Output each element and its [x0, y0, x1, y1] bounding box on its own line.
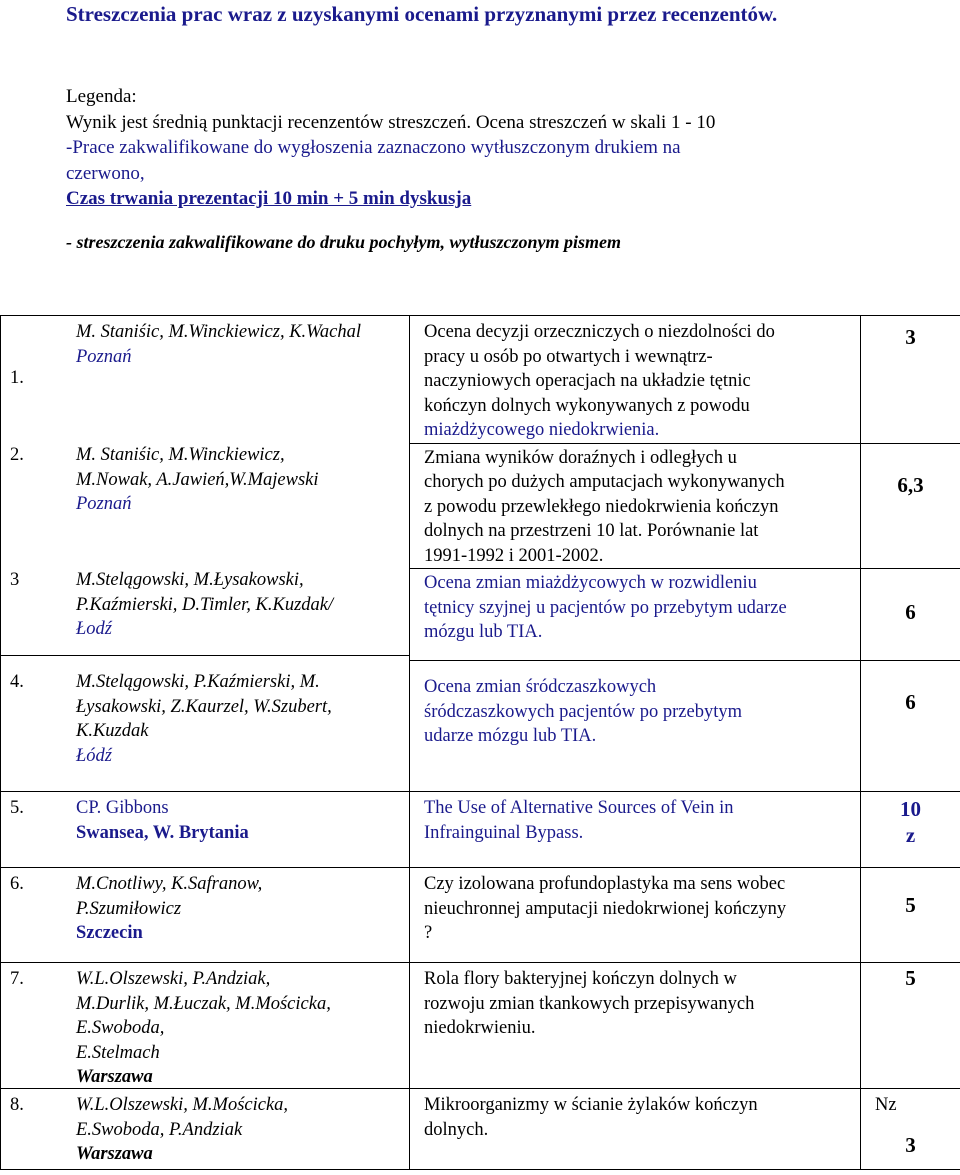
row-city: Poznań [76, 346, 132, 367]
author-line: W.L.Olszewski, P.Andziak, [76, 969, 271, 989]
row-score: 3 [905, 1132, 916, 1157]
row-authors-cell [1, 1089, 410, 1170]
author-line: K.Kuzdak [76, 721, 149, 741]
title-line: naczyniowych operacjach na układzie tętnic [424, 371, 751, 391]
title-line: Infrainguinal Bypass. [424, 822, 584, 843]
title-line: rozwoju zmian tkankowych przepisywanych [424, 993, 755, 1014]
row-title [410, 792, 861, 868]
title-line: udarze mózgu lub TIA. [424, 726, 597, 746]
author-line: E.Swoboda, P.Andziak [76, 1119, 243, 1140]
authors-block-1-4 [1, 316, 410, 792]
title-line: miażdżycowego niedokrwienia. [424, 420, 660, 440]
row-city: Łódź [76, 745, 112, 766]
author-line: P.Szumiłowicz [76, 898, 182, 919]
legend-line-3: czerwono, [66, 162, 145, 184]
title-line: dolnych na przestrzeni 10 lat. Porównanie lat [424, 521, 759, 541]
row-authors [76, 967, 406, 1090]
row-authors [76, 1093, 406, 1167]
author-line: M. Staniśic, M.Winckiewicz, [76, 445, 285, 465]
row-number: 2. [10, 445, 24, 465]
title-line: pracy u osób po otwartych i wewnątrz- [424, 346, 713, 367]
title-line: niedokrwieniu. [424, 1018, 536, 1038]
title-line: kończyn dolnych wykonywanych z powodu [424, 395, 750, 416]
row-authors-cell [1, 792, 410, 868]
title-line: Ocena decyzji orzeczniczych o niezdolności do [424, 322, 775, 342]
legend-line-2: -Prace zakwalifikowane do wygłoszenia zaznaczono wytłuszczonym drukiem na [66, 137, 681, 158]
row-score: 6 [861, 661, 960, 792]
author-line: P.Kaźmierski, D.Timler, K.Kuzdak/ [76, 594, 334, 615]
author-line: E.Stelmach [76, 1042, 160, 1063]
row-number: 3 [10, 570, 20, 590]
table-row [1, 963, 960, 1089]
row-score: 5 [861, 963, 960, 1089]
title-line: Ocena zmian miażdżycowych w rozwidleniu [424, 573, 757, 593]
row-divider [1, 655, 409, 656]
row-city: Łodź [76, 619, 112, 639]
title-line: Czy izolowana profundoplastyka ma sens wobec [424, 874, 786, 894]
row-number: 1. [10, 368, 24, 388]
author-line: M. Staniśic, M.Winckiewicz, K.Wachal [76, 322, 361, 342]
row-title [410, 963, 861, 1089]
row-title [410, 868, 861, 963]
title-line: Rola flory bakteryjnej kończyn dolnych w [424, 969, 737, 989]
score-prefix: Nz [875, 1095, 897, 1115]
title-line: z powodu przewlekłego niedokrwienia kończyn [424, 496, 779, 517]
row-authors [76, 443, 406, 517]
author-line: W.L.Olszewski, M.Mościcka, [76, 1095, 289, 1115]
title-line: Zmiana wyników doraźnych i odległych u [424, 447, 737, 468]
title-line: tętnicy szyjnej u pacjentów po przebytym udarze [424, 597, 787, 618]
title-line: 1991-1992 i 2001-2002. [424, 545, 604, 566]
row-score-cell [861, 1089, 960, 1170]
row-score: 10 z [861, 792, 960, 868]
title-line: mózgu lub TIA. [424, 622, 543, 642]
row-authors [76, 872, 406, 946]
table-row [1, 868, 960, 963]
title-line: Ocena zmian śródczaszkowych [424, 677, 657, 697]
row-authors [76, 796, 406, 845]
title-line: ? [424, 923, 433, 943]
author-line: M.Cnotliwy, K.Safranow, [76, 874, 263, 894]
row-number: 8. [10, 1095, 24, 1115]
author-line: M.Nowak, A.Jawień,W.Majewski [76, 469, 319, 490]
row-number: 5. [10, 798, 24, 818]
row-authors [76, 670, 406, 768]
row-title [410, 569, 861, 661]
legend-label: Legenda: [66, 86, 137, 107]
row-city: Swansea, W. Brytania [76, 822, 249, 843]
title-line: The Use of Alternative Sources of Vein in [424, 798, 734, 818]
legend-line-4: Czas trwania prezentacji 10 min + 5 min dyskusja [66, 188, 472, 209]
title-line: śródczaszkowych pacjentów po przebytym [424, 701, 742, 722]
legend-note: - streszczenia zakwalifikowane do druku pochyłym, wytłuszczonym pismem [66, 232, 622, 252]
title-line: dolnych. [424, 1119, 489, 1140]
row-authors-cell [1, 868, 410, 963]
row-authors-cell [1, 963, 410, 1089]
row-city: Warszawa [76, 1067, 153, 1087]
row-number: 4. [10, 672, 24, 692]
author-line: CP. Gibbons [76, 798, 169, 818]
table-row [1, 1089, 960, 1170]
row-title [410, 661, 861, 792]
row-number: 6. [10, 874, 24, 894]
row-city: Szczecin [76, 923, 143, 943]
row-number: 7. [10, 969, 24, 989]
author-line: Łysakowski, Z.Kaurzel, W.Szubert, [76, 696, 332, 717]
author-line: M.Durlik, M.Łuczak, M.Mościcka, [76, 993, 331, 1014]
row-authors [76, 568, 406, 642]
legend [66, 84, 946, 212]
row-score: 3 [861, 316, 960, 444]
author-line: M.Stelągowski, M.Łysakowski, [76, 570, 304, 590]
table-row [1, 316, 960, 444]
title-line: Mikroorganizmy w ścianie żylaków kończyn [424, 1095, 758, 1115]
row-title [410, 316, 861, 444]
row-authors [76, 320, 406, 369]
row-title [410, 443, 861, 569]
author-line: E.Swoboda, [76, 1018, 165, 1038]
row-city: Warszawa [76, 1144, 153, 1164]
legend-line-1: Wynik jest średnią punktacji recenzentów streszczeń. Ocena streszczeń w skali 1 - 10 [66, 111, 716, 133]
row-score: 6 [861, 569, 960, 661]
row-score: 5 [861, 868, 960, 963]
table-row [1, 792, 960, 868]
row-title [410, 1089, 861, 1170]
author-line: M.Stelągowski, P.Kaźmierski, M. [76, 672, 320, 692]
row-score: 6,3 [861, 443, 960, 569]
title-line: chorych po dużych amputacjach wykonywanych [424, 472, 785, 492]
title-line: nieuchronnej amputacji niedokrwionej kończyny [424, 898, 787, 919]
row-city: Poznań [76, 494, 132, 514]
abstracts-table [0, 315, 960, 1170]
page-title: Streszczenia prac wraz z uzyskanymi ocenami przyznanymi przez recenzentów. [66, 2, 778, 26]
